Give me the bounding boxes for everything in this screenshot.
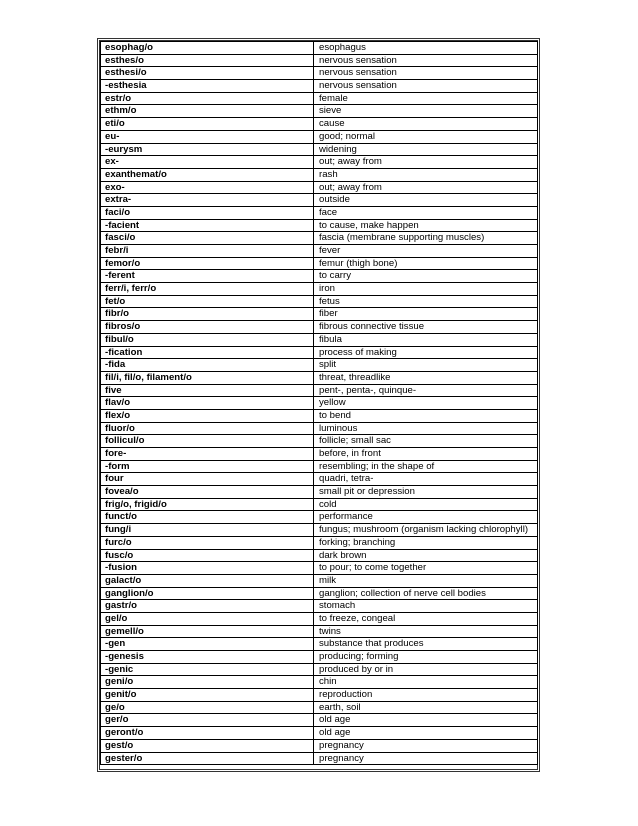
word-part-cell: gel/o — [101, 612, 314, 625]
word-part-cell: flex/o — [101, 409, 314, 422]
table-row — [101, 105, 538, 118]
table-row — [101, 156, 538, 169]
word-part-cell: flav/o — [101, 397, 314, 410]
word-part-cell: four — [101, 473, 314, 486]
word-part-cell: five — [101, 384, 314, 397]
meaning-cell: pregnancy — [314, 739, 538, 752]
word-part-cell: fung/i — [101, 524, 314, 537]
table-row — [101, 359, 538, 372]
table-row — [101, 346, 538, 359]
word-part-cell: -fication — [101, 346, 314, 359]
word-part-cell: ex- — [101, 156, 314, 169]
table-row — [101, 524, 538, 537]
meaning-cell: fibrous connective tissue — [314, 321, 538, 334]
meaning-cell: fetus — [314, 295, 538, 308]
table-row — [101, 80, 538, 93]
meaning-cell: femur (thigh bone) — [314, 257, 538, 270]
meaning-cell: quadri, tetra- — [314, 473, 538, 486]
word-part-cell: fusc/o — [101, 549, 314, 562]
meaning-cell: follicle; small sac — [314, 435, 538, 448]
meaning-cell: cold — [314, 498, 538, 511]
table-row — [101, 663, 538, 676]
meaning-cell: twins — [314, 625, 538, 638]
word-part-cell: ganglion/o — [101, 587, 314, 600]
meaning-cell: to bend — [314, 409, 538, 422]
table-row — [101, 308, 538, 321]
meaning-cell: process of making — [314, 346, 538, 359]
word-part-cell: fasci/o — [101, 232, 314, 245]
meaning-cell: nervous sensation — [314, 67, 538, 80]
word-part-cell: follicul/o — [101, 435, 314, 448]
word-part-cell: fibros/o — [101, 321, 314, 334]
meaning-cell: before, in front — [314, 448, 538, 461]
table-row — [101, 676, 538, 689]
table-row — [101, 625, 538, 638]
meaning-cell: dark brown — [314, 549, 538, 562]
meaning-cell: fiber — [314, 308, 538, 321]
meaning-cell: pregnancy — [314, 752, 538, 765]
table-row — [101, 283, 538, 296]
meaning-cell: to pour; to come together — [314, 562, 538, 575]
table-row — [101, 257, 538, 270]
table-row — [101, 54, 538, 67]
meaning-cell: produced by or in — [314, 663, 538, 676]
word-part-cell: febr/i — [101, 245, 314, 258]
table-row — [101, 486, 538, 499]
table-row — [101, 422, 538, 435]
meaning-cell: fungus; mushroom (organism lacking chlorophyll) — [314, 524, 538, 537]
glossary-table-body — [101, 42, 538, 765]
meaning-cell: resembling; in the shape of — [314, 460, 538, 473]
table-row — [101, 587, 538, 600]
word-part-cell: ger/o — [101, 714, 314, 727]
meaning-cell: substance that produces — [314, 638, 538, 651]
word-part-cell: fovea/o — [101, 486, 314, 499]
word-part-cell: geront/o — [101, 727, 314, 740]
word-part-cell: fibul/o — [101, 333, 314, 346]
meaning-cell: milk — [314, 574, 538, 587]
word-part-cell: -esthesia — [101, 80, 314, 93]
word-part-cell: -form — [101, 460, 314, 473]
meaning-cell: to freeze, congeal — [314, 612, 538, 625]
meaning-cell: old age — [314, 714, 538, 727]
table-row — [101, 181, 538, 194]
word-part-cell: -fida — [101, 359, 314, 372]
meaning-cell: nervous sensation — [314, 54, 538, 67]
table-row — [101, 397, 538, 410]
table-row — [101, 701, 538, 714]
word-part-cell: exanthemat/o — [101, 168, 314, 181]
word-part-cell: frig/o, frigid/o — [101, 498, 314, 511]
table-row — [101, 600, 538, 613]
word-part-cell: genit/o — [101, 689, 314, 702]
word-part-cell: gest/o — [101, 739, 314, 752]
table-row — [101, 118, 538, 131]
meaning-cell: threat, threadlike — [314, 371, 538, 384]
meaning-cell: reproduction — [314, 689, 538, 702]
table-row — [101, 562, 538, 575]
word-part-cell: fibr/o — [101, 308, 314, 321]
table-row — [101, 409, 538, 422]
word-part-cell: -ferent — [101, 270, 314, 283]
meaning-cell: forking; branching — [314, 536, 538, 549]
word-part-cell: -fusion — [101, 562, 314, 575]
table-row — [101, 638, 538, 651]
meaning-cell: performance — [314, 511, 538, 524]
word-part-cell: eu- — [101, 130, 314, 143]
word-part-cell: -gen — [101, 638, 314, 651]
meaning-cell: fascia (membrane supporting muscles) — [314, 232, 538, 245]
meaning-cell: fever — [314, 245, 538, 258]
table-row — [101, 727, 538, 740]
glossary-table-frame — [97, 38, 540, 772]
meaning-cell: good; normal — [314, 130, 538, 143]
meaning-cell: fibula — [314, 333, 538, 346]
table-row — [101, 333, 538, 346]
word-part-cell: galact/o — [101, 574, 314, 587]
word-part-cell: fluor/o — [101, 422, 314, 435]
table-row — [101, 67, 538, 80]
word-part-cell: funct/o — [101, 511, 314, 524]
table-row — [101, 473, 538, 486]
meaning-cell: split — [314, 359, 538, 372]
table-row — [101, 549, 538, 562]
word-part-cell: -eurysm — [101, 143, 314, 156]
word-part-cell: estr/o — [101, 92, 314, 105]
word-part-cell: gemell/o — [101, 625, 314, 638]
table-row — [101, 448, 538, 461]
meaning-cell: chin — [314, 676, 538, 689]
meaning-cell: luminous — [314, 422, 538, 435]
word-part-cell: -facient — [101, 219, 314, 232]
meaning-cell: pent-, penta-, quinque- — [314, 384, 538, 397]
table-row — [101, 206, 538, 219]
meaning-cell: to carry — [314, 270, 538, 283]
table-row — [101, 232, 538, 245]
word-part-cell: exo- — [101, 181, 314, 194]
word-part-cell: fet/o — [101, 295, 314, 308]
word-part-cell: gester/o — [101, 752, 314, 765]
table-row — [101, 321, 538, 334]
meaning-cell: widening — [314, 143, 538, 156]
meaning-cell: female — [314, 92, 538, 105]
table-row — [101, 536, 538, 549]
table-row — [101, 384, 538, 397]
word-part-cell: ge/o — [101, 701, 314, 714]
table-row — [101, 245, 538, 258]
table-row — [101, 460, 538, 473]
word-part-cell: ferr/i, ferr/o — [101, 283, 314, 296]
word-part-cell: esthesi/o — [101, 67, 314, 80]
word-part-cell: faci/o — [101, 206, 314, 219]
table-row — [101, 168, 538, 181]
table-row — [101, 371, 538, 384]
table-row — [101, 511, 538, 524]
table-row — [101, 498, 538, 511]
word-part-cell: eti/o — [101, 118, 314, 131]
word-part-cell: fore- — [101, 448, 314, 461]
table-row — [101, 574, 538, 587]
table-row — [101, 130, 538, 143]
table-row — [101, 194, 538, 207]
meaning-cell: nervous sensation — [314, 80, 538, 93]
meaning-cell: small pit or depression — [314, 486, 538, 499]
table-row — [101, 739, 538, 752]
meaning-cell: outside — [314, 194, 538, 207]
table-row — [101, 143, 538, 156]
meaning-cell: sieve — [314, 105, 538, 118]
word-part-cell: extra- — [101, 194, 314, 207]
word-part-cell: ethm/o — [101, 105, 314, 118]
meaning-cell: face — [314, 206, 538, 219]
word-part-cell: esophag/o — [101, 42, 314, 55]
glossary-table — [100, 41, 538, 765]
table-row — [101, 752, 538, 765]
table-row — [101, 270, 538, 283]
word-part-cell: gastr/o — [101, 600, 314, 613]
meaning-cell: out; away from — [314, 156, 538, 169]
meaning-cell: old age — [314, 727, 538, 740]
meaning-cell: to cause, make happen — [314, 219, 538, 232]
meaning-cell: yellow — [314, 397, 538, 410]
word-part-cell: femor/o — [101, 257, 314, 270]
table-row — [101, 689, 538, 702]
table-row — [101, 219, 538, 232]
word-part-cell: furc/o — [101, 536, 314, 549]
meaning-cell: earth, soil — [314, 701, 538, 714]
meaning-cell: esophagus — [314, 42, 538, 55]
table-row — [101, 295, 538, 308]
word-part-cell: -genic — [101, 663, 314, 676]
word-part-cell: esthes/o — [101, 54, 314, 67]
word-part-cell: geni/o — [101, 676, 314, 689]
meaning-cell: cause — [314, 118, 538, 131]
table-row — [101, 612, 538, 625]
meaning-cell: ganglion; collection of nerve cell bodies — [314, 587, 538, 600]
table-row — [101, 435, 538, 448]
table-row — [101, 714, 538, 727]
meaning-cell: producing; forming — [314, 651, 538, 664]
meaning-cell: iron — [314, 283, 538, 296]
table-row — [101, 42, 538, 55]
table-row — [101, 92, 538, 105]
meaning-cell: rash — [314, 168, 538, 181]
word-part-cell: fil/i, fil/o, filament/o — [101, 371, 314, 384]
table-row — [101, 651, 538, 664]
word-part-cell: -genesis — [101, 651, 314, 664]
meaning-cell: stomach — [314, 600, 538, 613]
meaning-cell: out; away from — [314, 181, 538, 194]
